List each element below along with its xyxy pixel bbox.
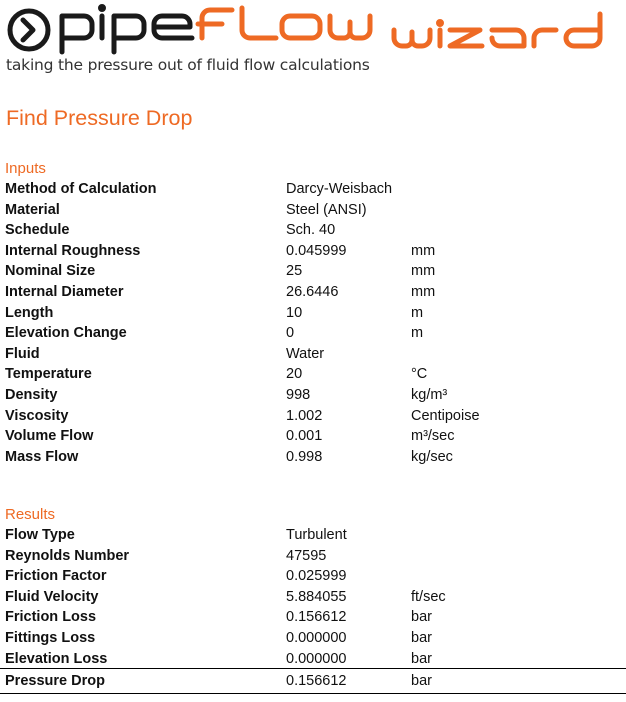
table-row [5, 261, 625, 282]
row-value: 25 [286, 263, 303, 280]
row-unit: bar [411, 673, 432, 689]
row-label: Fittings Loss [5, 629, 96, 646]
row-label: Internal Diameter [5, 283, 124, 300]
table-row [5, 406, 625, 427]
row-value: 10 [286, 304, 303, 321]
table-row [5, 587, 625, 608]
table-row [5, 607, 625, 628]
row-label: Internal Roughness [5, 242, 141, 259]
row-unit: kg/m³ [411, 386, 448, 403]
row-value: Water [286, 345, 325, 362]
table-row-pressure-drop [5, 671, 625, 692]
row-value: 0.001 [286, 428, 323, 445]
row-value: 0.000000 [286, 650, 347, 667]
row-value: 0.045999 [286, 242, 347, 259]
row-label: Flow Type [5, 527, 75, 543]
row-label: Temperature [5, 366, 92, 383]
row-unit: m [411, 304, 424, 321]
table-row [5, 566, 625, 587]
table-row [5, 179, 625, 200]
logo-graphic [0, 0, 626, 56]
table-row [5, 220, 625, 241]
row-value: Darcy-Weisbach [286, 181, 393, 197]
inputs-section-title: Inputs [5, 160, 46, 177]
row-label: Elevation Loss [5, 650, 108, 667]
row-unit: bar [411, 629, 432, 646]
row-unit: mm [411, 263, 436, 280]
table-row [5, 200, 625, 221]
table-row [5, 282, 625, 303]
row-label: Friction Loss [5, 609, 97, 626]
row-value: Turbulent [286, 527, 347, 543]
results-section-title: Results [5, 506, 56, 523]
row-unit: bar [411, 650, 432, 667]
chevron-circle-icon [10, 11, 48, 49]
row-label: Nominal Size [5, 263, 96, 280]
row-label: Viscosity [5, 407, 69, 424]
row-label: Mass Flow [5, 448, 79, 465]
table-row [5, 364, 625, 385]
row-unit: bar [411, 609, 432, 626]
row-label: Material [5, 201, 60, 218]
row-label: Friction Factor [5, 568, 107, 585]
row-label: Fluid Velocity [5, 588, 99, 605]
page-title: Find Pressure Drop [6, 106, 193, 130]
total-row-container [5, 671, 625, 692]
table-row [5, 628, 625, 649]
table-row [5, 447, 625, 468]
table-row [5, 323, 625, 344]
inputs-table [5, 179, 625, 467]
row-unit: mm [411, 283, 436, 300]
row-value: 0.998 [286, 448, 323, 465]
table-row [5, 649, 625, 670]
row-value: 0.025999 [286, 568, 347, 585]
total-divider-top [0, 668, 626, 669]
row-label: Pressure Drop [5, 673, 105, 689]
row-value: 0.156612 [286, 609, 347, 626]
results-table [5, 525, 625, 669]
row-value: 1.002 [286, 407, 323, 424]
row-label: Method of Calculation [5, 181, 157, 197]
row-label: Fluid [5, 345, 40, 362]
logo-word-wizard [394, 14, 600, 46]
row-value: 26.6446 [286, 283, 339, 300]
logo-word-pipe [62, 7, 192, 53]
table-row [5, 241, 625, 262]
logo-word-flow [198, 8, 370, 38]
row-unit: mm [411, 242, 436, 259]
row-value: Steel (ANSI) [286, 201, 367, 218]
row-label: Length [5, 304, 54, 321]
brand-tagline: taking the pressure out of fluid flow calculations [6, 56, 370, 74]
row-unit: ft/sec [411, 588, 446, 605]
row-value: 20 [286, 366, 303, 383]
table-row [5, 525, 625, 546]
row-label: Reynolds Number [5, 547, 130, 564]
row-value: 47595 [286, 547, 327, 564]
row-label: Schedule [5, 222, 70, 239]
row-unit: m³/sec [411, 428, 455, 445]
row-label: Density [5, 386, 58, 403]
table-row [5, 426, 625, 447]
row-value: Sch. 40 [286, 222, 336, 239]
row-value: 0.000000 [286, 629, 347, 646]
row-value: 998 [286, 386, 311, 403]
row-label: Elevation Change [5, 325, 127, 342]
row-unit: kg/sec [411, 448, 453, 465]
row-value: 0 [286, 325, 295, 342]
row-value: 5.884055 [286, 588, 347, 605]
row-unit: °C [411, 366, 428, 383]
table-row [5, 385, 625, 406]
table-row [5, 344, 625, 365]
row-label: Volume Flow [5, 428, 94, 445]
table-row [5, 303, 625, 324]
row-value: 0.156612 [286, 673, 347, 689]
row-unit: m [411, 325, 424, 342]
row-unit: Centipoise [411, 407, 480, 424]
table-row [5, 546, 625, 567]
total-divider-bottom [0, 693, 626, 694]
